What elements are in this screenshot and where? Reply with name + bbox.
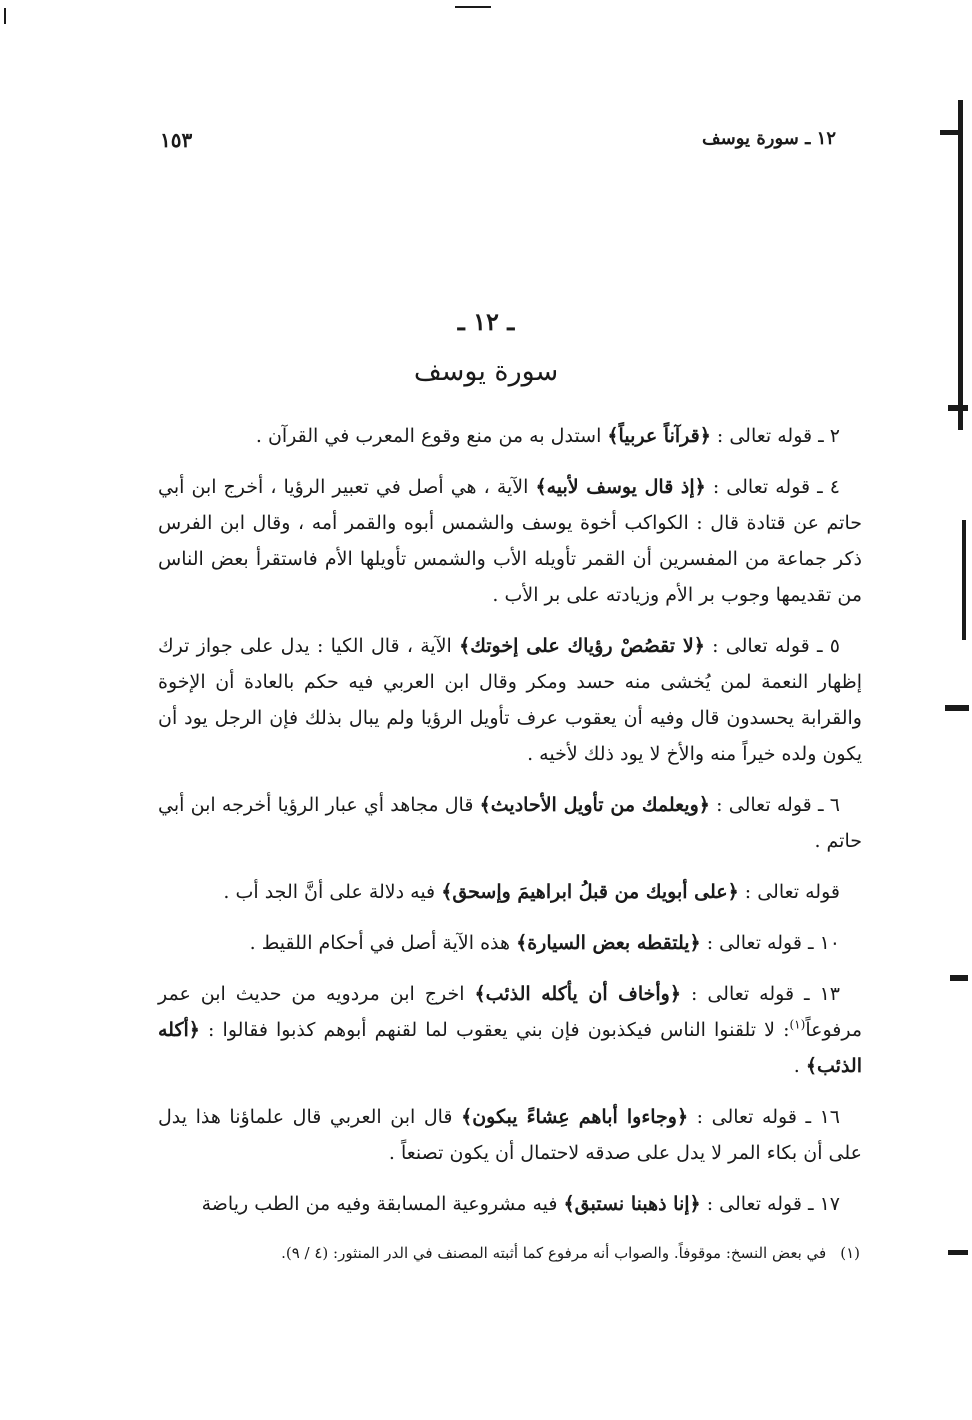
commentary-entry bbox=[158, 976, 862, 1084]
footnote-number: (١) bbox=[840, 1244, 860, 1262]
scan-edge-mark bbox=[948, 405, 968, 411]
scan-edge-mark bbox=[4, 8, 6, 24]
scan-edge-mark bbox=[962, 520, 966, 640]
commentary-entry bbox=[158, 1186, 862, 1222]
commentary-entry bbox=[158, 418, 862, 454]
quran-quote: ﴿إذ قال يوسف لأبيه﴾ bbox=[535, 476, 706, 498]
scan-edge-mark bbox=[455, 6, 491, 8]
commentary-entry bbox=[158, 787, 862, 859]
entry-prefix: ١٠ ـ قوله تعالى : bbox=[700, 932, 840, 954]
running-head-title: ١٢ ـ سورة يوسف bbox=[702, 128, 836, 149]
quran-quote: ﴿على أبويك من قبلُ ابراهيمَ وإسحق﴾ bbox=[441, 881, 739, 903]
quran-quote: ﴿لا تقصُصْ رؤياك على إخوتك﴾ bbox=[459, 635, 705, 657]
entry-text: قال مجاهد أي عبار الرؤيا أخرجه ابن أبي حاتم . bbox=[158, 794, 862, 852]
entry-text: قال ابن العربي قال علماؤنا هذا يدل على أن بكاء المر لا يدل على صدقه لاحتمال أن يكون تصنعاً . bbox=[158, 1106, 862, 1164]
page-number: ١٥٣ bbox=[160, 128, 193, 152]
chapter-number: ـ ١٢ ـ bbox=[457, 307, 515, 336]
entry-prefix: ٥ ـ قوله تعالى : bbox=[704, 635, 841, 657]
entry-prefix: ١٧ ـ قوله تعالى : bbox=[700, 1193, 840, 1215]
entry-text: : لا تلقنوا الناس فيكذبون فإن بني يعقوب لما لقنهم أبوهم كذبوا فقالوا : bbox=[199, 1019, 790, 1041]
footnote bbox=[180, 1240, 860, 1266]
commentary-body bbox=[158, 418, 862, 1237]
entry-text: الآية ، قال الكيا : يدل على جواز ترك إظهار النعمة لمن يُخشى منه حسد ومكر وقال ابن العربي فيه حكم بالعادة أن الإخوة والقرابة يحسدون قال وفيه أن يعقوب عرف تأويل الرؤيا ولم يبال بذلك فإن الرجل يود أن يكون ولده خيراً منه والأخ لا يود ذلك لأخيه . bbox=[158, 635, 862, 765]
entry-text: استدل به من منع وقوع المعرب في القرآن . bbox=[255, 425, 608, 447]
quran-quote: ﴿قرآناً عربياً﴾ bbox=[607, 425, 711, 447]
scan-edge-mark bbox=[948, 1250, 968, 1255]
entry-text: الآية ، هي أصل في تعبير الرؤيا ، أخرج ابن أبي حاتم عن قتادة قال : الكواكب أخوة يوسف والشمس أبوه والقمر أمه ، وقال ابن الفرس ذكر جماعة من المفسرين أن القمر تأويله الأب والشمس تأويلها الأم فاستقرأ بعض الناس من تقديمها وجوب بر الأم وزيادته على بر الأب . bbox=[158, 476, 862, 606]
quran-quote: ﴿إنا ذهبنا نستبق﴾ bbox=[563, 1193, 701, 1215]
entry-prefix: ٤ ـ قوله تعالى : bbox=[705, 476, 840, 498]
entry-text: اخرج ابن مردويه من حديث ابن عمر مرفوعاً bbox=[158, 983, 862, 1041]
quran-quote: ﴿وأخاف أن يأكله الذئب﴾ bbox=[474, 983, 681, 1005]
chapter-title: سورة يوسف bbox=[413, 356, 559, 387]
commentary-entry bbox=[158, 925, 862, 961]
entry-prefix: قوله تعالى : bbox=[738, 881, 840, 903]
entry-prefix: ٢ ـ قوله تعالى : bbox=[710, 425, 840, 447]
quran-quote: ﴿وجاءوا أباهم عِشاءً يبكون﴾ bbox=[461, 1106, 689, 1128]
entry-prefix: ١٣ ـ قوله تعالى : bbox=[680, 983, 840, 1005]
entry-text: فيه دلالة على أنَّ الجد أب . bbox=[223, 881, 442, 903]
entry-text: . bbox=[793, 1055, 806, 1077]
quran-quote: ﴿أكله الذئب﴾ bbox=[158, 1019, 862, 1077]
commentary-entry bbox=[158, 628, 862, 772]
footnote-text: في بعض النسخ: موقوفاً. والصواب أنه مرفوع كما أثبته المصنف في الدر المنثور: (٤ / ٩). bbox=[281, 1244, 827, 1262]
entry-text: هذه الآية أصل في أحكام اللقيط . bbox=[249, 932, 517, 954]
scan-edge-mark bbox=[940, 130, 962, 135]
quran-quote: ﴿ويعلمك من تأويل الأحاديث﴾ bbox=[479, 794, 710, 816]
running-head bbox=[160, 128, 836, 158]
entry-text: فيه مشروعية المسابقة وفيه من الطب رياضة bbox=[201, 1193, 564, 1215]
quran-quote: ﴿يلتقطه بعض السيارة﴾ bbox=[516, 932, 701, 954]
commentary-entry bbox=[158, 469, 862, 613]
entry-prefix: ١٦ ـ قوله تعالى : bbox=[688, 1106, 840, 1128]
scan-edge-mark bbox=[950, 975, 968, 981]
entry-prefix: ٦ ـ قوله تعالى : bbox=[709, 794, 840, 816]
commentary-entry bbox=[158, 874, 862, 910]
scan-edge-mark bbox=[945, 705, 969, 711]
footnote-reference[interactable]: (١) bbox=[789, 1017, 806, 1032]
commentary-entry bbox=[158, 1099, 862, 1171]
